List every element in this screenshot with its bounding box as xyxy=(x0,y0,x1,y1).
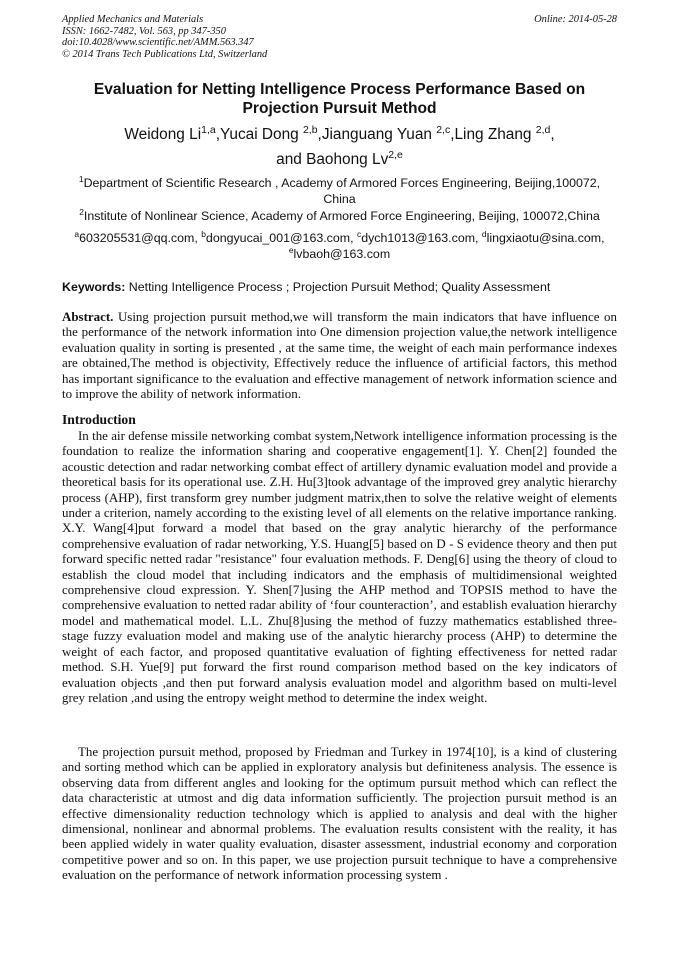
author: Jianguang Yuan $^{2,c}$, xyxy=(321,124,455,143)
affiliation-2: $^2$Institute of Nonlinear Science, Academy of Armored Force Engineering, Beijing, 100072,China xyxy=(79,206,600,223)
email[interactable]: dongyucai_001@163.com, xyxy=(205,231,357,245)
email[interactable]: lingxiaotu@sina.com, xyxy=(486,231,605,245)
author: Weidong Li$^{1,a}$, xyxy=(124,124,220,143)
author: Ling Zhang $^{2,d}$, xyxy=(454,124,555,143)
copyright-line: © 2014 Trans Tech Publications Ltd, Switzerland xyxy=(62,48,268,60)
email[interactable]: dych1013@163.com, xyxy=(361,231,482,245)
author-list xyxy=(62,122,617,172)
journal-name: Applied Mechanics and Materials xyxy=(62,14,204,25)
online-date: Online: 2014-05-28 xyxy=(534,14,617,25)
doi-line: doi:10.4028/www.scientific.net/AMM.563.347 xyxy=(62,37,254,49)
author-emails: $^a$603205531@qq.com, $^b$dongyucai_001@163.com, $^c$dych1013@163.com, $^d$lingxiaotu@sina.com, $^e$lvbaoh@163.com xyxy=(74,228,605,261)
email[interactable]: 603205531@qq.com, xyxy=(79,231,202,245)
paper-title: Evaluation for Netting Intelligence Process Performance Based on Projection Pursuit Method xyxy=(93,81,586,117)
abstract-text: Using projection pursuit method,we will transform the main indicators that have influence on the performance of the network information into One dimension projection value,the network intelligence evaluation quality in sorting is presented , at the same time, the weight of each main performance indexes are obtained,The method is objectivity, Effectively reduce the influence of artificial factors, this method has important significance to the evaluation and effective management of network information science and to improve the ability of network information. xyxy=(62,309,617,402)
keywords-label: Keywords: xyxy=(62,280,126,294)
issn-line: ISSN: 1662-7482, Vol. 563, pp 347-350 xyxy=(62,25,226,37)
abstract xyxy=(62,309,617,401)
introduction-paragraph-2: The projection pursuit method, proposed by Friedman and Turkey in 1974[10], is a kind of clustering and sorting method which can be applied in exploratory analysis but definiteness analysis. The essence is observing data from different angles and looking for the optimum pursuit method which can reflect the data characteristic at utmost and dig data information sufficiently. The projection pursuit method is an effective dimensionality reduction technology which is applied to analysis and deal with the higher dimensional, nonlinear and abnormal problems. The evaluation results consistent with the reality, it has been applied widely in water quality evaluation, disaster assessment, industrial economy and corporation competitive power and so on. In this paper, we use projection pursuit technique to have a comprehensive evaluation on the performance of network information processing system . xyxy=(62,744,617,883)
author: Yucai Dong $^{2,b}$, xyxy=(219,124,322,143)
keywords-text: Netting Intelligence Process ; Projection Pursuit Method; Quality Assessment xyxy=(125,280,551,294)
email[interactable]: lvbaoh@163.com xyxy=(293,247,391,261)
introduction-heading: Introduction xyxy=(62,412,136,427)
keywords xyxy=(62,279,617,295)
affiliation-1: $^1$Department of Scientific Research , Academy of Armored Forces Engineering, Beijing,100072, China xyxy=(78,173,601,206)
abstract-label: Abstract. xyxy=(62,309,114,324)
journal-header xyxy=(62,14,617,60)
introduction-paragraph-1: In the air defense missile networking combat system,Network intelligence information processing is the foundation to realize the information sharing and cooperative engagement[1]. Y. Chen[2] founded the acoustic detection and radar networking combat effect of artillery dynamic evaluation model and provide a theoretical basis for its operational use. Z.H. Hu[3]took advantage of the improved grey analytic hierarchy process (AHP), first transform grey number judgment matrix,then to solve the relative weight of elements under a criterion, namely according to the existing level of all elements on the relative importance ranking. X.Y. Wang[4]put forward a model that based on the gray analytic hierarchy of the performance comprehensive evaluation of radar networking, Y.S. Huang[5] based on D - S evidence theory and then put forward specific netted radar "resistance" four evaluation methods. F. Deng[6] using the theory of cloud to establish the cloud model that including indicators and the emphasis of multidimensional weighted comprehensive cloud expression. Y. Shen[7]using the AHP method and TOPSIS method to have the comprehensive evaluation to netted radar ability of ‘four counteraction’, and establish evaluation hierarchy model and mathematical model. L.L. Zhu[8]using the method of fuzzy mathematics established three-stage fuzzy evaluation model and making use of the analytic hierarchy process (AHP) to determine the weight of each factor, and proposed quantitative evaluation of fighting effectiveness for netted radar method. S.H. Yue[9] put forward the first round comparison method based on the key indicators of evaluation objects ,and then put forward analysis evaluation model and algorithm based on multi-level grey relation ,and using the entropy weight method to determine the index weight. xyxy=(62,428,617,705)
author: and Baohong Lv$^{2,e}$ xyxy=(276,149,403,168)
